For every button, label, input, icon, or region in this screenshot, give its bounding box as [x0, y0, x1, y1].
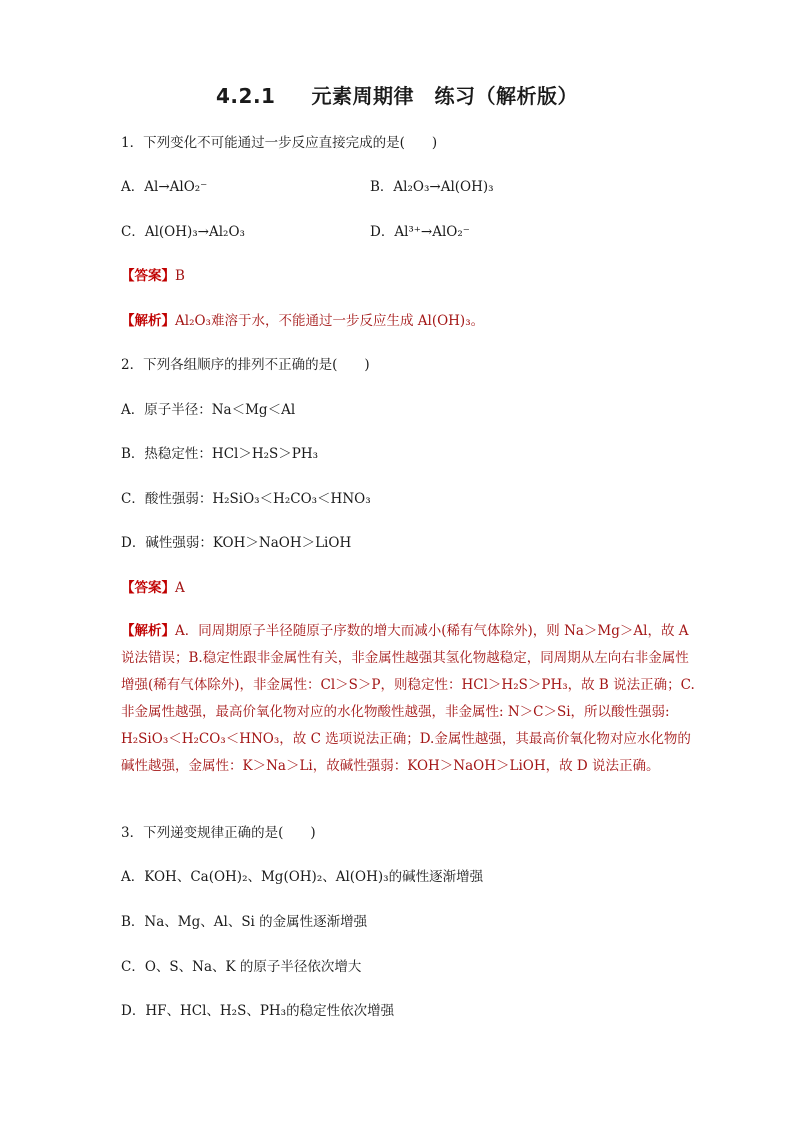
q3-option-c: C．O、S、Na、K 的原子半径依次增大	[121, 959, 362, 975]
answer-value: B	[175, 268, 185, 284]
q2-option-a: A．原子半径：Na＜Mg＜Al	[121, 402, 296, 418]
q1-option-a: A．Al→AlO₂⁻	[121, 179, 208, 195]
title-text: 元素周期律 练习（解析版）	[311, 84, 578, 108]
analysis-text: A．同周期原子半径随原子序数的增大而减小(稀有气体除外)，则 Na＞Mg＞Al，故 A 说法错误；B.稳定性跟非金属性有关，非金属性越强其氢化物越稳定，同周期从左向右非金属性增强(稀有气体除外)，非金属性：Cl＞S＞P，则稳定性：HCl＞H₂S＞PH₃，故 B 说法正确；C.非金属性越强，最高价氧化物对应的水化物酸性越强，非金属性: N＞C＞Si，所以酸性强弱: H₂SiO₃＜H₂CO₃＜HNO₃，故 C 选项说法正确；D.金属性越强，其最高价氧化物对应水化物的碱性越强，金属性：K＞Na＞Li，故碱性强弱：KOH＞NaOH＞LiOH，故 D 说法正确。	[121, 623, 695, 774]
q1-analysis	[121, 311, 484, 331]
q2-option-d: D．碱性强弱：KOH＞NaOH＞LiOH	[121, 535, 352, 551]
q1-option-c: C．Al(OH)₃→Al₂O₃	[121, 224, 245, 240]
analysis-tag: 【解析】	[121, 313, 175, 329]
title-number: 4.2.1	[216, 84, 276, 108]
q1-option-b: B．Al₂O₃→Al(OH)₃	[370, 179, 494, 195]
answer-tag: 【答案】	[121, 268, 175, 284]
page-title	[0, 80, 794, 109]
q2-option-c: C．酸性强弱：H₂SiO₃＜H₂CO₃＜HNO₃	[121, 491, 371, 507]
q2-analysis	[121, 618, 701, 780]
q1-answer	[121, 266, 185, 286]
q3-option-a: A．KOH、Ca(OH)₂、Mg(OH)₂、Al(OH)₃的碱性逐渐增强	[121, 869, 484, 885]
q1-stem: 1．下列变化不可能通过一步反应直接完成的是( )	[121, 135, 438, 151]
q1-option-d: D．Al³⁺→AlO₂⁻	[370, 224, 470, 240]
q3-option-b: B．Na、Mg、Al、Si 的金属性逐渐增强	[121, 914, 368, 930]
q3-stem: 3．下列递变规律正确的是( )	[121, 825, 316, 841]
analysis-text: Al₂O₃难溶于水，不能通过一步反应生成 Al(OH)₃。	[175, 313, 485, 329]
q2-answer	[121, 578, 185, 598]
q2-stem: 2．下列各组顺序的排列不正确的是( )	[121, 357, 370, 373]
answer-tag: 【答案】	[121, 580, 175, 596]
analysis-tag: 【解析】	[121, 623, 175, 639]
answer-value: A	[175, 580, 185, 596]
q2-option-b: B．热稳定性：HCl＞H₂S＞PH₃	[121, 446, 319, 462]
q3-option-d: D．HF、HCl、H₂S、PH₃的稳定性依次增强	[121, 1003, 395, 1019]
